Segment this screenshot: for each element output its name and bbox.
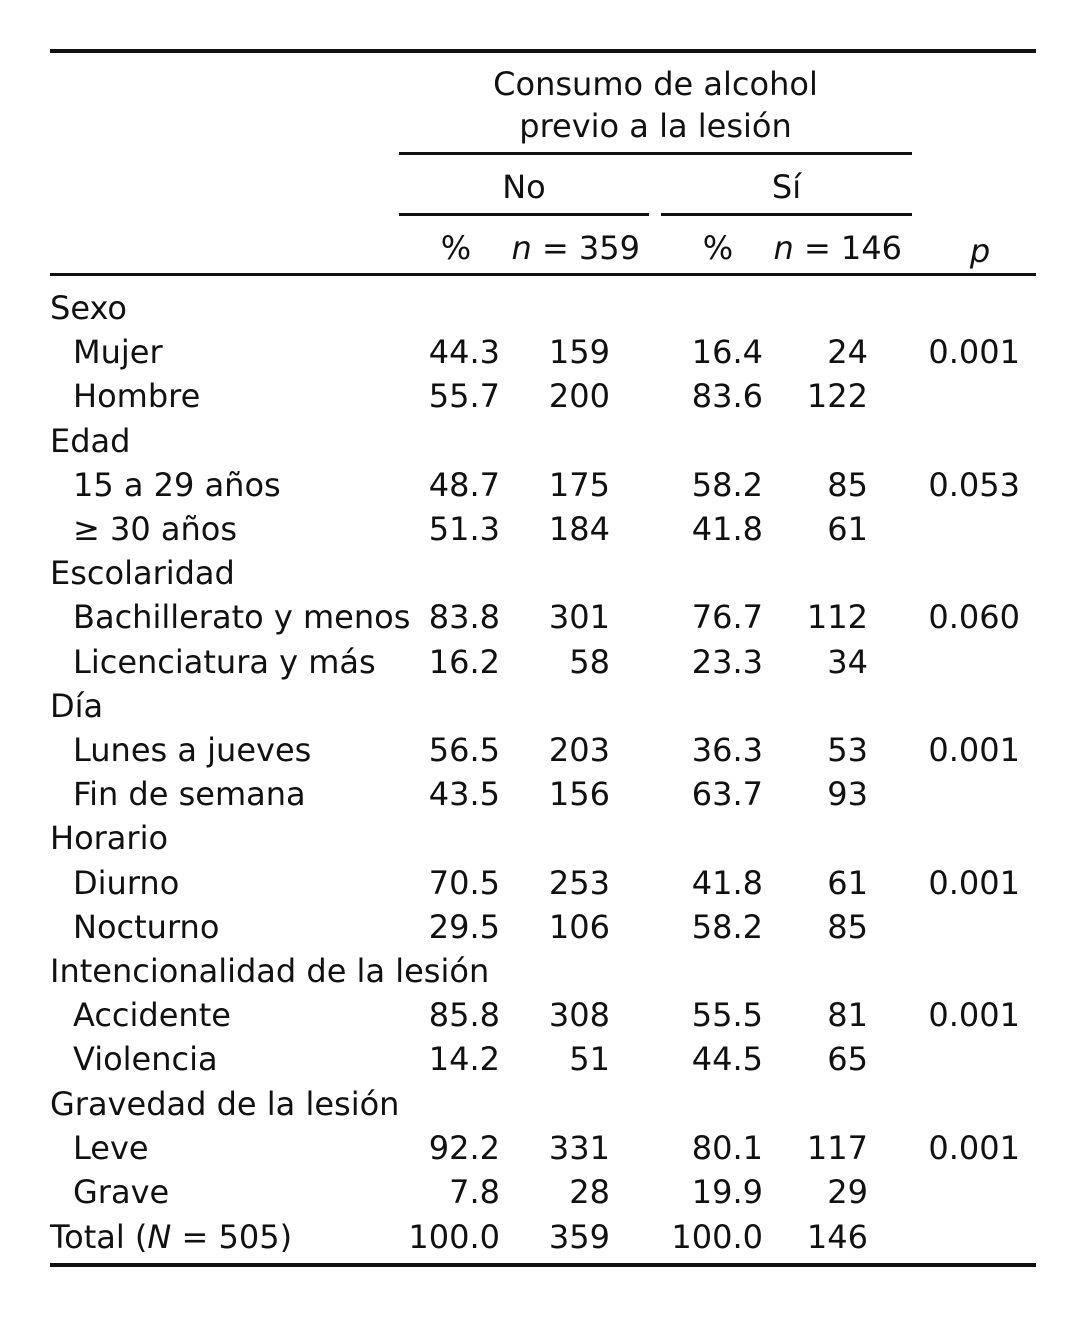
group-label: Escolaridad — [50, 554, 235, 592]
n-value: = 146 — [803, 229, 902, 267]
row-label: Fin de semana — [73, 775, 306, 813]
no-pct-cell: 44.3 — [428, 333, 500, 371]
si-pct-cell: 16.4 — [691, 333, 763, 371]
group-title-line2: previo a la lesión — [519, 107, 792, 145]
no-pct-cell: 48.7 — [428, 466, 500, 504]
row-label: Mujer — [73, 333, 163, 371]
p-header: p — [969, 232, 991, 270]
top-rule — [50, 49, 1036, 53]
si-n-cell: 81 — [827, 996, 868, 1034]
no-n-cell: 106 — [548, 908, 610, 946]
p-value-cell: 0.001 — [928, 864, 1020, 902]
row-label: ≥ 30 años — [73, 510, 238, 548]
si-pct-cell: 83.6 — [691, 377, 763, 415]
row-label: Nocturno — [73, 908, 220, 946]
no-n-cell: 184 — [548, 510, 610, 548]
no-pct-cell: 7.8 — [449, 1173, 500, 1211]
p-value-cell: 0.001 — [928, 1129, 1020, 1167]
si-pct-cell: 80.1 — [691, 1129, 763, 1167]
si-pct-cell: 55.5 — [691, 996, 763, 1034]
header-bottom-rule — [50, 273, 1036, 276]
si-pct-cell: 58.2 — [691, 908, 763, 946]
si-n-cell: 117 — [806, 1129, 868, 1167]
p-value-cell: 0.001 — [928, 731, 1020, 769]
si-pct-cell: 36.3 — [691, 731, 763, 769]
si-n-cell: 34 — [827, 643, 868, 681]
no-n-cell: 156 — [548, 775, 610, 813]
row-label: Bachillerato y menos — [73, 598, 411, 636]
no-pct-cell: 29.5 — [428, 908, 500, 946]
no-n-header — [500, 228, 640, 268]
n-symbol: n — [511, 229, 532, 267]
total-si-n: 146 — [806, 1218, 868, 1256]
no-pct-cell: 16.2 — [428, 643, 500, 681]
n-value: = 359 — [541, 229, 640, 267]
group-rule — [399, 152, 912, 155]
no-pct-cell: 85.8 — [428, 996, 500, 1034]
si-n-cell: 53 — [827, 731, 868, 769]
no-n-cell: 331 — [548, 1129, 610, 1167]
no-pct-cell: 55.7 — [428, 377, 500, 415]
p-value-cell: 0.001 — [928, 333, 1020, 371]
no-pct-cell: 83.8 — [428, 598, 500, 636]
total-label-suffix: = 505) — [171, 1218, 293, 1256]
total-no-n: 359 — [548, 1218, 610, 1256]
si-n-header — [762, 228, 902, 268]
row-label: Leve — [73, 1129, 149, 1167]
total-si-pct: 100.0 — [671, 1218, 763, 1256]
p-value-cell: 0.060 — [928, 598, 1020, 636]
si-pct-cell: 44.5 — [691, 1040, 763, 1078]
group-label: Horario — [50, 819, 169, 857]
si-pct-cell: 63.7 — [691, 775, 763, 813]
row-label: Violencia — [73, 1040, 218, 1078]
no-n-cell: 253 — [548, 864, 610, 902]
row-label: Accidente — [73, 996, 231, 1034]
group-title-line1: Consumo de alcohol — [493, 65, 818, 103]
no-n-cell: 301 — [548, 598, 610, 636]
si-pct-header: % — [702, 229, 734, 267]
total-label — [50, 1217, 292, 1257]
no-n-cell: 308 — [548, 996, 610, 1034]
si-n-cell: 29 — [827, 1173, 868, 1211]
p-value-cell: 0.053 — [928, 466, 1020, 504]
si-pct-cell: 41.8 — [691, 864, 763, 902]
total-no-pct: 100.0 — [408, 1218, 500, 1256]
no-pct-cell: 56.5 — [428, 731, 500, 769]
group-label: Sexo — [50, 289, 127, 327]
group-label: Edad — [50, 422, 131, 460]
si-n-cell: 61 — [827, 864, 868, 902]
no-pct-header: % — [440, 229, 472, 267]
no-pct-cell: 51.3 — [428, 510, 500, 548]
si-rule — [661, 213, 912, 216]
no-n-cell: 200 — [548, 377, 610, 415]
total-label-prefix: Total ( — [50, 1218, 148, 1256]
no-rule — [399, 213, 649, 216]
si-pct-cell: 41.8 — [691, 510, 763, 548]
row-label: Licenciatura y más — [73, 643, 376, 681]
si-n-cell: 93 — [827, 775, 868, 813]
si-n-cell: 24 — [827, 333, 868, 371]
row-label: Lunes a jueves — [73, 731, 312, 769]
p-value-cell: 0.001 — [928, 996, 1020, 1034]
si-pct-cell: 58.2 — [691, 466, 763, 504]
si-pct-cell: 19.9 — [691, 1173, 763, 1211]
no-n-cell: 175 — [548, 466, 610, 504]
no-n-cell: 159 — [548, 333, 610, 371]
row-label: 15 a 29 años — [73, 466, 281, 504]
n-symbol: n — [773, 229, 794, 267]
row-label: Diurno — [73, 864, 180, 902]
group-label: Intencionalidad de la lesión — [50, 952, 490, 990]
group-label: Gravedad de la lesión — [50, 1085, 400, 1123]
si-n-cell: 65 — [827, 1040, 868, 1078]
no-n-cell: 58 — [569, 643, 610, 681]
si-n-cell: 112 — [806, 598, 868, 636]
no-pct-cell: 70.5 — [428, 864, 500, 902]
si-n-cell: 122 — [806, 377, 868, 415]
si-pct-cell: 23.3 — [691, 643, 763, 681]
si-n-cell: 85 — [827, 908, 868, 946]
si-n-cell: 61 — [827, 510, 868, 548]
no-pct-cell: 14.2 — [428, 1040, 500, 1078]
bottom-rule — [50, 1263, 1036, 1267]
group-label: Día — [50, 687, 104, 725]
no-n-cell: 51 — [569, 1040, 610, 1078]
no-pct-cell: 43.5 — [428, 775, 500, 813]
row-label: Hombre — [73, 377, 201, 415]
no-header: No — [502, 168, 546, 206]
no-pct-cell: 92.2 — [428, 1129, 500, 1167]
no-n-cell: 28 — [569, 1173, 610, 1211]
total-label-var: N — [147, 1218, 172, 1256]
si-header: Sí — [771, 168, 802, 206]
no-n-cell: 203 — [548, 731, 610, 769]
si-n-cell: 85 — [827, 466, 868, 504]
row-label: Grave — [73, 1173, 170, 1211]
si-pct-cell: 76.7 — [691, 598, 763, 636]
